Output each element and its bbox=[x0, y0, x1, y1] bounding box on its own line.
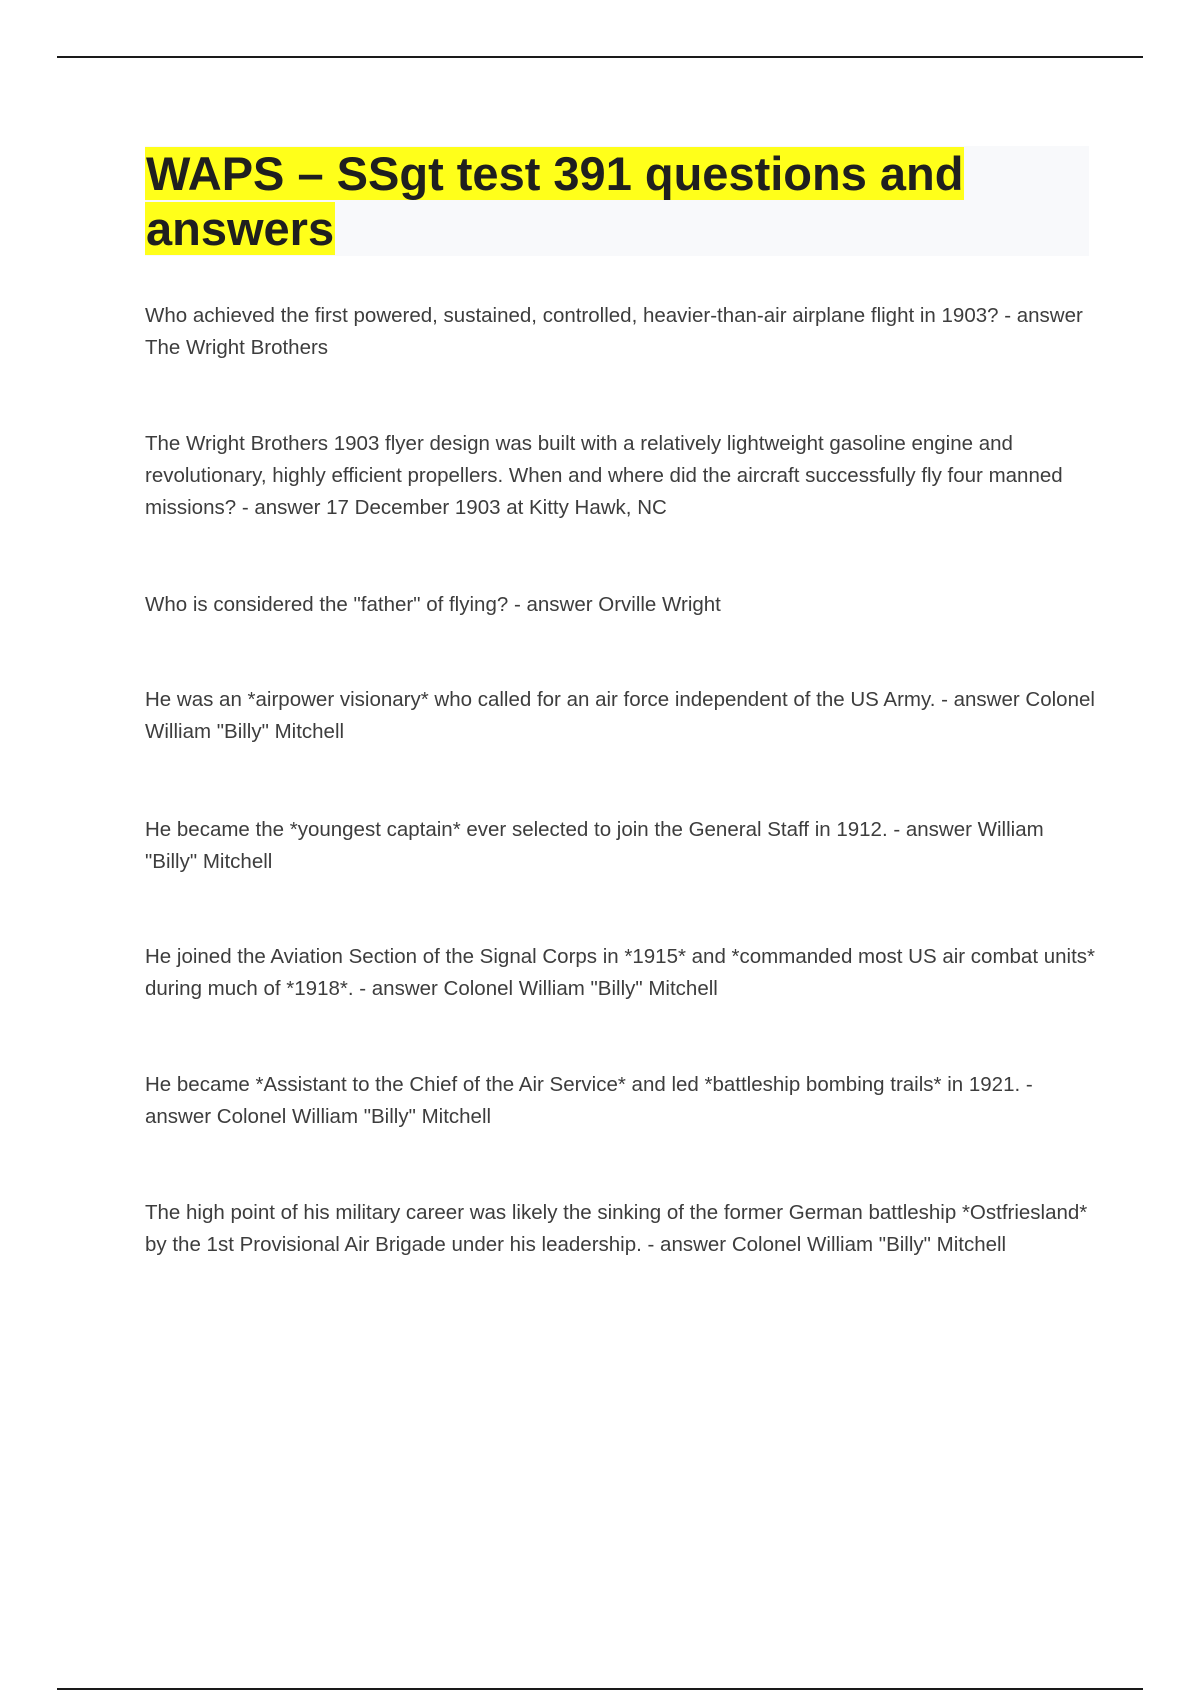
title-block bbox=[145, 146, 1089, 256]
qa-item-7: He became *Assistant to the Chief of the Air Service* and led *battleship bombing trails* in 1921. - answer Colonel William "Billy" Mitchell bbox=[145, 1073, 1033, 1128]
title-highlight: WAPS – SSgt test 391 questions and answers bbox=[146, 147, 964, 255]
qa-item-1: Who achieved the first powered, sustained, controlled, heavier-than-air airplane flight in 1903? - answer The Wright Brothers bbox=[145, 304, 1083, 359]
qa-item-3: Who is considered the "father" of flying? - answer Orville Wright bbox=[145, 593, 721, 616]
top-rule bbox=[57, 56, 1143, 58]
bottom-rule bbox=[57, 1688, 1143, 1690]
qa-item-6: He joined the Aviation Section of the Signal Corps in *1915* and *commanded most US air combat units* during much of *1918*. - answer Colonel William "Billy" Mitchell bbox=[145, 945, 1096, 1000]
qa-item-4: He was an *airpower visionary* who called for an air force independent of the US Army. - answer Colonel William "Billy" Mitchell bbox=[145, 688, 1095, 743]
qa-item-5: He became the *youngest captain* ever selected to join the General Staff in 1912. - answer William "Billy" Mitchell bbox=[145, 818, 1044, 873]
document-title bbox=[145, 146, 1089, 256]
qa-item-8: The high point of his military career was likely the sinking of the former German battleship *Ostfriesland* by the 1st Provisional Air Brigade under his leadership. - answer Colonel William "Billy" Mitchell bbox=[145, 1201, 1088, 1256]
qa-item-2: The Wright Brothers 1903 flyer design was built with a relatively lightweight gasoline engine and revolutionary, highly efficient propellers. When and where did the aircraft successfully fly four manned missions? - answer 17 December 1903 at Kitty Hawk, NC bbox=[145, 432, 1063, 519]
